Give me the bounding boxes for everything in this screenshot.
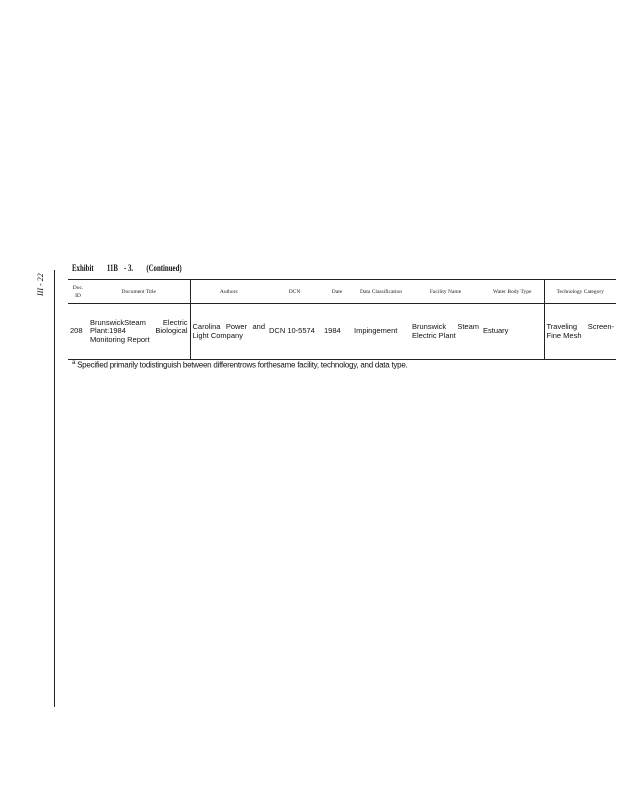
caption-continued: (Continued): [146, 264, 182, 274]
caption-suffix: - 3.: [123, 264, 134, 274]
header-dcn: DCN: [267, 280, 322, 304]
header-document-title: Document Title: [88, 280, 190, 304]
cell-data-classification: Impingement: [352, 304, 410, 360]
cell-document-title: BrunswickSteam Electric Plant:1984 Biological Monitoring Report: [88, 304, 190, 360]
exhibit-table: [68, 279, 616, 360]
header-water-body-type: Water Body Type: [481, 280, 544, 304]
cell-authors: Carolina Power and Light Company: [190, 304, 267, 360]
header-doc-id: Doc. ID: [68, 280, 88, 304]
table-header-row: [68, 280, 616, 304]
footnote-marker: a: [72, 360, 76, 366]
header-authors: Authors: [190, 280, 267, 304]
caption-number: 11B: [106, 264, 118, 274]
footnote: [72, 360, 408, 370]
footnote-text: Specified primarily todistinguish between differentrows forthesame facility, technology, and data type.: [77, 360, 408, 370]
cell-water-body-type: Estuary: [481, 304, 544, 360]
header-data-classification: Data Classification: [352, 280, 410, 304]
cell-facility-name: Brunswick Steam Electric Plant: [410, 304, 481, 360]
cell-technology-category: Traveling Screen-Fine Mesh: [544, 304, 616, 360]
caption-word: Exhibit: [72, 264, 94, 274]
cell-dcn: DCN 10-5574: [267, 304, 322, 360]
cell-doc-id: 208: [68, 304, 88, 360]
cell-date: 1984: [322, 304, 352, 360]
header-facility-name: Facility Name: [410, 280, 481, 304]
exhibit-caption: [72, 264, 193, 274]
page-number-label: III - 22: [36, 273, 45, 297]
header-date: Date: [322, 280, 352, 304]
table-row: [68, 304, 616, 360]
header-technology-category: Technology Category: [544, 280, 616, 304]
margin-rule: [54, 270, 55, 707]
